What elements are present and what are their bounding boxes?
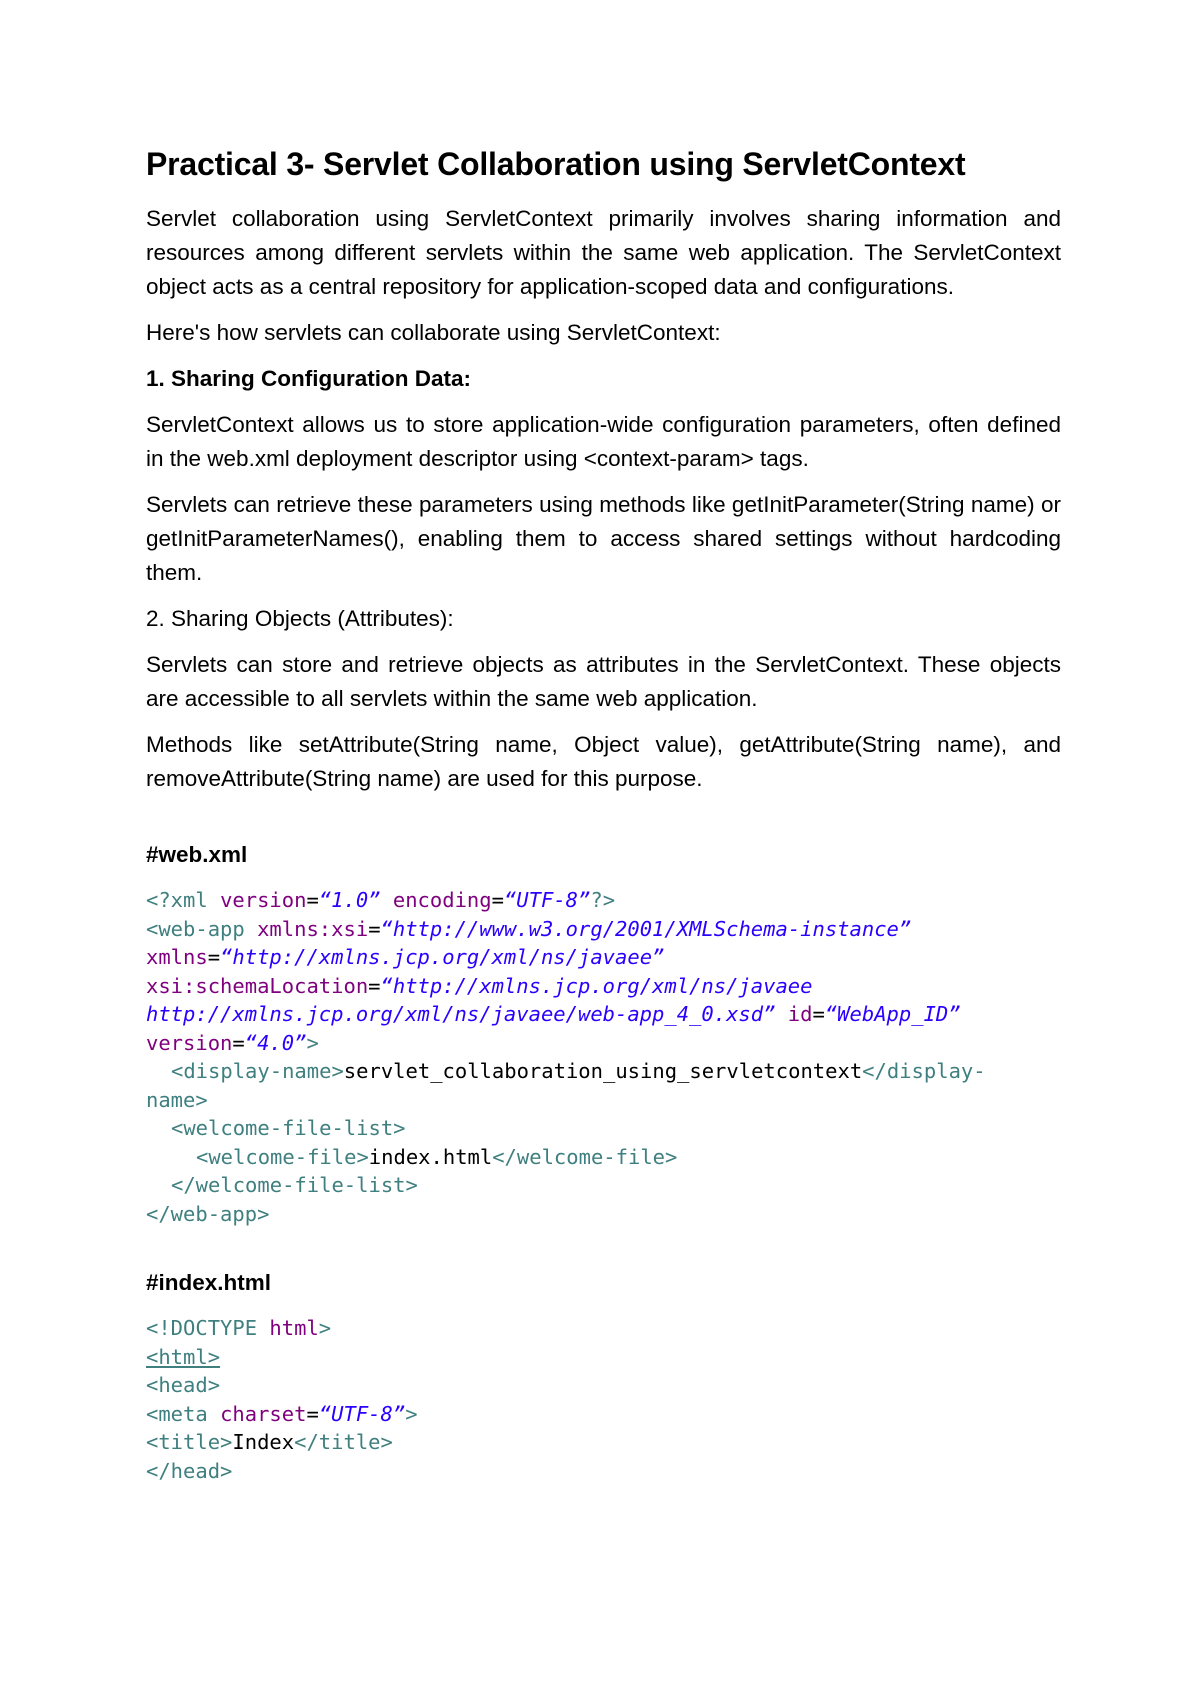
section2-paragraph-1: Servlets can store and retrieve objects as attributes in the ServletContext. These objects are accessible to all servlets within the same web application.	[146, 652, 1061, 711]
code-line: <welcome-file-list>	[171, 1116, 406, 1140]
indexhtml-code-block	[146, 1314, 1061, 1485]
code-line: <display-name>servlet_collaboration_using_servletcontext</display-	[171, 1059, 986, 1083]
code-line: <title>Index</title>	[146, 1430, 393, 1454]
code-line: xsi:schemaLocation=“http://xmlns.jcp.org/xml/ns/javaee	[146, 973, 813, 998]
code-line: <?xml version=“1.0” encoding=“UTF-8”?>	[146, 888, 616, 912]
code-line: <meta charset=“UTF-8”>	[146, 1401, 418, 1426]
section1-paragraph-2: Servlets can retrieve these parameters using methods like getInitParameter(String name) or getInitParameterNames(), enabling them to access shared settings without hardcoding them.	[146, 492, 1061, 585]
code-line: http://xmlns.jcp.org/xml/ns/javaee/web-app_4_0.xsd” id=“WebApp_ID”	[146, 1002, 961, 1026]
intro-paragraph: Servlet collaboration using ServletContext primarily involves sharing information and resources among different servlets within the same web application. The ServletContext object acts as a central repository for application-scoped data and configurations.	[146, 206, 1061, 299]
code-line: xmlns=“http://xmlns.jcp.org/xml/ns/javaee”	[146, 945, 665, 969]
code-line: <head>	[146, 1373, 221, 1397]
section2-paragraph-2: Methods like setAttribute(String name, Object value), getAttribute(String name), and removeAttribute(String name) are used for this purpose.	[146, 732, 1061, 791]
code-line: version=“4.0”>	[146, 1030, 319, 1055]
code-line: <html>	[146, 1344, 221, 1369]
section2-heading: 2. Sharing Objects (Attributes):	[146, 606, 454, 631]
section1-heading: 1. Sharing Configuration Data:	[146, 366, 472, 391]
code-line: <web-app xmlns:xsi=“http://www.w3.org/2001/XMLSchema-instance”	[146, 916, 912, 941]
code-line: <welcome-file>index.html</welcome-file>	[196, 1144, 678, 1169]
code-line: </welcome-file-list>	[171, 1173, 418, 1197]
code-line: </head>	[146, 1458, 233, 1483]
indexhtml-heading: #index.html	[146, 1270, 272, 1295]
code-line: <!DOCTYPE html>	[146, 1316, 332, 1340]
webxml-code-block	[146, 886, 1061, 1228]
how-intro-paragraph: Here's how servlets can collaborate using ServletContext:	[146, 320, 721, 345]
code-line: name>	[146, 1087, 208, 1112]
document-content	[146, 142, 1061, 1485]
code-line: </web-app>	[146, 1201, 270, 1226]
webxml-heading: #web.xml	[146, 842, 248, 867]
page-title: Practical 3- Servlet Collaboration using ServletContext	[146, 146, 966, 182]
section1-paragraph-1: ServletContext allows us to store application-wide configuration parameters, often defined in the web.xml deployment descriptor using <context-param> tags.	[146, 412, 1061, 471]
